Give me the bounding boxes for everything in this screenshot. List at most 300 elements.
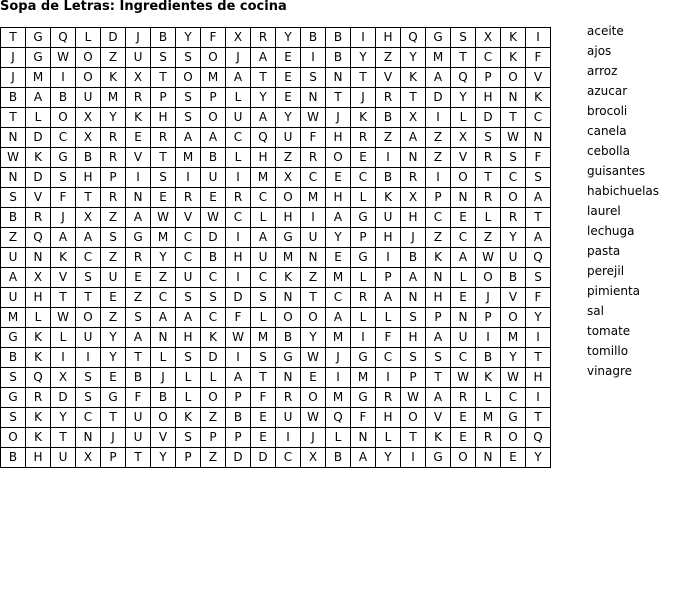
grid-cell[interactable]: G xyxy=(101,388,126,408)
grid-cell[interactable]: Y xyxy=(151,248,176,268)
grid-cell[interactable]: T xyxy=(401,428,426,448)
grid-cell[interactable]: L xyxy=(251,308,276,328)
grid-cell[interactable]: Q xyxy=(526,428,551,448)
grid-cell[interactable]: D xyxy=(226,288,251,308)
grid-cell[interactable]: E xyxy=(276,68,301,88)
grid-cell[interactable]: U xyxy=(226,108,251,128)
grid-cell[interactable]: E xyxy=(451,408,476,428)
grid-cell[interactable]: H xyxy=(76,168,101,188)
grid-cell[interactable]: W xyxy=(451,368,476,388)
grid-cell[interactable]: G xyxy=(351,248,376,268)
grid-cell[interactable]: S xyxy=(176,428,201,448)
grid-cell[interactable]: Z xyxy=(276,148,301,168)
grid-cell[interactable]: Y xyxy=(501,348,526,368)
grid-cell[interactable]: B xyxy=(1,448,26,468)
grid-cell[interactable]: E xyxy=(101,288,126,308)
grid-cell[interactable]: J xyxy=(351,88,376,108)
grid-cell[interactable]: I xyxy=(376,248,401,268)
grid-cell[interactable]: E xyxy=(351,148,376,168)
grid-cell[interactable]: Y xyxy=(351,48,376,68)
grid-cell[interactable]: R xyxy=(126,88,151,108)
grid-cell[interactable]: V xyxy=(526,68,551,88)
grid-cell[interactable]: H xyxy=(376,228,401,248)
grid-cell[interactable]: A xyxy=(526,228,551,248)
grid-cell[interactable]: Y xyxy=(176,28,201,48)
grid-cell[interactable]: S xyxy=(76,268,101,288)
grid-cell[interactable]: T xyxy=(426,368,451,388)
grid-cell[interactable]: K xyxy=(101,68,126,88)
grid-cell[interactable]: P xyxy=(101,168,126,188)
grid-cell[interactable]: X xyxy=(301,448,326,468)
grid-cell[interactable]: R xyxy=(151,128,176,148)
grid-cell[interactable]: K xyxy=(26,148,51,168)
grid-cell[interactable]: P xyxy=(176,448,201,468)
grid-cell[interactable]: P xyxy=(376,268,401,288)
grid-cell[interactable]: N xyxy=(401,148,426,168)
grid-cell[interactable]: G xyxy=(51,148,76,168)
grid-cell[interactable]: A xyxy=(401,128,426,148)
grid-cell[interactable]: Z xyxy=(126,288,151,308)
grid-cell[interactable]: I xyxy=(351,328,376,348)
grid-cell[interactable]: Y xyxy=(276,108,301,128)
grid-cell[interactable]: N xyxy=(451,308,476,328)
grid-cell[interactable]: E xyxy=(126,268,151,288)
grid-cell[interactable]: M xyxy=(26,68,51,88)
grid-cell[interactable]: J xyxy=(126,28,151,48)
grid-cell[interactable]: B xyxy=(326,448,351,468)
grid-cell[interactable]: Z xyxy=(426,228,451,248)
grid-cell[interactable]: B xyxy=(151,388,176,408)
grid-cell[interactable]: P xyxy=(226,428,251,448)
grid-cell[interactable]: H xyxy=(151,108,176,128)
grid-cell[interactable]: G xyxy=(276,348,301,368)
grid-cell[interactable]: F xyxy=(526,148,551,168)
grid-cell[interactable]: J xyxy=(326,108,351,128)
grid-cell[interactable]: L xyxy=(226,148,251,168)
grid-cell[interactable]: P xyxy=(351,228,376,248)
grid-cell[interactable]: T xyxy=(251,368,276,388)
grid-cell[interactable]: M xyxy=(176,148,201,168)
grid-cell[interactable]: U xyxy=(126,408,151,428)
grid-cell[interactable]: L xyxy=(201,368,226,388)
grid-cell[interactable]: R xyxy=(101,188,126,208)
grid-cell[interactable]: J xyxy=(226,48,251,68)
grid-cell[interactable]: E xyxy=(251,428,276,448)
grid-cell[interactable]: T xyxy=(501,108,526,128)
grid-cell[interactable]: M xyxy=(501,328,526,348)
grid-cell[interactable]: D xyxy=(101,28,126,48)
grid-cell[interactable]: E xyxy=(301,368,326,388)
grid-cell[interactable]: X xyxy=(76,448,101,468)
grid-cell[interactable]: J xyxy=(401,228,426,248)
grid-cell[interactable]: C xyxy=(476,48,501,68)
grid-cell[interactable]: O xyxy=(201,388,226,408)
grid-cell[interactable]: Z xyxy=(301,268,326,288)
grid-cell[interactable]: T xyxy=(51,428,76,448)
grid-cell[interactable]: K xyxy=(26,408,51,428)
grid-cell[interactable]: B xyxy=(226,408,251,428)
grid-cell[interactable]: S xyxy=(1,368,26,388)
grid-cell[interactable]: C xyxy=(176,228,201,248)
grid-cell[interactable]: R xyxy=(401,168,426,188)
grid-cell[interactable]: R xyxy=(476,428,501,448)
grid-cell[interactable]: G xyxy=(26,48,51,68)
grid-cell[interactable]: R xyxy=(301,148,326,168)
grid-cell[interactable]: T xyxy=(101,408,126,428)
grid-cell[interactable]: G xyxy=(351,348,376,368)
grid-cell[interactable]: H xyxy=(401,208,426,228)
grid-cell[interactable]: B xyxy=(126,368,151,388)
grid-cell[interactable]: V xyxy=(501,288,526,308)
grid-cell[interactable]: W xyxy=(476,248,501,268)
grid-cell[interactable]: T xyxy=(126,448,151,468)
grid-cell[interactable]: S xyxy=(301,68,326,88)
grid-cell[interactable]: I xyxy=(301,48,326,68)
grid-cell[interactable]: Y xyxy=(451,88,476,108)
grid-cell[interactable]: X xyxy=(51,368,76,388)
grid-cell[interactable]: A xyxy=(201,128,226,148)
grid-cell[interactable]: Z xyxy=(151,268,176,288)
grid-cell[interactable]: B xyxy=(51,88,76,108)
grid-cell[interactable]: C xyxy=(426,208,451,228)
grid-cell[interactable]: I xyxy=(401,448,426,468)
grid-cell[interactable]: O xyxy=(276,188,301,208)
grid-cell[interactable]: P xyxy=(476,308,501,328)
grid-cell[interactable]: H xyxy=(26,448,51,468)
grid-cell[interactable]: U xyxy=(251,248,276,268)
grid-cell[interactable]: A xyxy=(451,248,476,268)
grid-cell[interactable]: T xyxy=(526,348,551,368)
grid-cell[interactable]: H xyxy=(376,408,401,428)
grid-cell[interactable]: S xyxy=(451,28,476,48)
grid-cell[interactable]: B xyxy=(376,168,401,188)
grid-cell[interactable]: U xyxy=(1,248,26,268)
grid-cell[interactable]: O xyxy=(476,268,501,288)
grid-cell[interactable]: K xyxy=(176,408,201,428)
grid-cell[interactable]: X xyxy=(476,28,501,48)
grid-cell[interactable]: E xyxy=(451,208,476,228)
grid-cell[interactable]: X xyxy=(76,128,101,148)
grid-cell[interactable]: R xyxy=(476,148,501,168)
grid-cell[interactable]: C xyxy=(451,348,476,368)
grid-cell[interactable]: C xyxy=(226,208,251,228)
grid-cell[interactable]: Y xyxy=(51,408,76,428)
grid-cell[interactable]: R xyxy=(476,188,501,208)
grid-cell[interactable]: Y xyxy=(101,108,126,128)
grid-cell[interactable]: U xyxy=(501,248,526,268)
grid-cell[interactable]: M xyxy=(276,248,301,268)
grid-cell[interactable]: O xyxy=(76,308,101,328)
grid-cell[interactable]: S xyxy=(526,168,551,188)
grid-cell[interactable]: L xyxy=(51,328,76,348)
grid-cell[interactable]: W xyxy=(51,308,76,328)
grid-cell[interactable]: A xyxy=(526,188,551,208)
grid-cell[interactable]: I xyxy=(226,228,251,248)
grid-cell[interactable]: Y xyxy=(326,228,351,248)
grid-cell[interactable]: L xyxy=(376,428,401,448)
grid-cell[interactable]: Z xyxy=(201,408,226,428)
grid-cell[interactable]: I xyxy=(376,148,401,168)
grid-cell[interactable]: F xyxy=(251,388,276,408)
grid-cell[interactable]: C xyxy=(501,168,526,188)
grid-cell[interactable]: I xyxy=(476,328,501,348)
grid-cell[interactable]: C xyxy=(326,288,351,308)
grid-cell[interactable]: Y xyxy=(501,228,526,248)
grid-cell[interactable]: Q xyxy=(401,28,426,48)
grid-cell[interactable]: S xyxy=(251,348,276,368)
grid-cell[interactable]: L xyxy=(351,188,376,208)
grid-cell[interactable]: J xyxy=(51,208,76,228)
grid-cell[interactable]: X xyxy=(401,188,426,208)
grid-cell[interactable]: X xyxy=(226,28,251,48)
grid-cell[interactable]: B xyxy=(151,28,176,48)
grid-cell[interactable]: J xyxy=(476,288,501,308)
grid-cell[interactable]: U xyxy=(126,48,151,68)
grid-cell[interactable]: H xyxy=(226,248,251,268)
grid-cell[interactable]: F xyxy=(126,388,151,408)
grid-cell[interactable]: K xyxy=(201,328,226,348)
grid-cell[interactable]: Q xyxy=(451,68,476,88)
grid-cell[interactable]: W xyxy=(501,128,526,148)
grid-cell[interactable]: G xyxy=(126,228,151,248)
grid-cell[interactable]: H xyxy=(476,88,501,108)
grid-cell[interactable]: P xyxy=(151,88,176,108)
grid-cell[interactable]: W xyxy=(226,328,251,348)
grid-cell[interactable]: A xyxy=(151,308,176,328)
grid-cell[interactable]: Q xyxy=(326,408,351,428)
grid-cell[interactable]: T xyxy=(76,288,101,308)
grid-cell[interactable]: A xyxy=(126,328,151,348)
grid-cell[interactable]: H xyxy=(251,148,276,168)
grid-cell[interactable]: E xyxy=(451,428,476,448)
grid-cell[interactable]: C xyxy=(201,268,226,288)
grid-cell[interactable]: Q xyxy=(26,228,51,248)
grid-cell[interactable]: I xyxy=(426,168,451,188)
grid-cell[interactable]: L xyxy=(151,348,176,368)
grid-cell[interactable]: V xyxy=(376,68,401,88)
grid-cell[interactable]: K xyxy=(376,188,401,208)
grid-cell[interactable]: I xyxy=(526,388,551,408)
grid-cell[interactable]: S xyxy=(251,288,276,308)
grid-cell[interactable]: I xyxy=(176,168,201,188)
grid-cell[interactable]: M xyxy=(251,328,276,348)
grid-cell[interactable]: O xyxy=(326,148,351,168)
grid-cell[interactable]: C xyxy=(276,448,301,468)
grid-cell[interactable]: D xyxy=(201,228,226,248)
grid-cell[interactable]: U xyxy=(276,408,301,428)
grid-cell[interactable]: X xyxy=(126,68,151,88)
grid-cell[interactable]: X xyxy=(276,168,301,188)
grid-cell[interactable]: I xyxy=(51,348,76,368)
grid-cell[interactable]: I xyxy=(526,328,551,348)
grid-cell[interactable]: A xyxy=(251,108,276,128)
grid-cell[interactable]: M xyxy=(101,88,126,108)
grid-cell[interactable]: V xyxy=(26,188,51,208)
grid-cell[interactable]: E xyxy=(276,88,301,108)
grid-cell[interactable]: L xyxy=(476,208,501,228)
grid-cell[interactable]: C xyxy=(451,228,476,248)
grid-cell[interactable]: I xyxy=(76,348,101,368)
grid-cell[interactable]: U xyxy=(376,208,401,228)
grid-cell[interactable]: I xyxy=(351,28,376,48)
grid-cell[interactable]: D xyxy=(51,388,76,408)
grid-cell[interactable]: R xyxy=(101,148,126,168)
grid-cell[interactable]: B xyxy=(501,268,526,288)
grid-cell[interactable]: I xyxy=(126,168,151,188)
grid-cell[interactable]: Z xyxy=(1,228,26,248)
grid-cell[interactable]: D xyxy=(426,88,451,108)
grid-cell[interactable]: C xyxy=(351,168,376,188)
grid-cell[interactable]: H xyxy=(326,188,351,208)
grid-cell[interactable]: U xyxy=(201,168,226,188)
grid-cell[interactable]: V xyxy=(51,268,76,288)
grid-cell[interactable]: U xyxy=(176,268,201,288)
grid-cell[interactable]: F xyxy=(201,28,226,48)
grid-cell[interactable]: W xyxy=(151,208,176,228)
grid-cell[interactable]: N xyxy=(276,288,301,308)
grid-cell[interactable]: E xyxy=(151,188,176,208)
grid-cell[interactable]: U xyxy=(301,228,326,248)
grid-cell[interactable]: M xyxy=(426,48,451,68)
grid-cell[interactable]: C xyxy=(226,128,251,148)
grid-cell[interactable]: S xyxy=(1,408,26,428)
grid-cell[interactable]: C xyxy=(76,248,101,268)
grid-cell[interactable]: S xyxy=(526,268,551,288)
grid-cell[interactable]: M xyxy=(151,228,176,248)
grid-cell[interactable]: B xyxy=(301,28,326,48)
grid-cell[interactable]: L xyxy=(251,208,276,228)
grid-cell[interactable]: S xyxy=(176,88,201,108)
grid-cell[interactable]: T xyxy=(451,48,476,68)
grid-cell[interactable]: A xyxy=(326,308,351,328)
grid-cell[interactable]: B xyxy=(376,108,401,128)
grid-cell[interactable]: N xyxy=(451,188,476,208)
grid-cell[interactable]: T xyxy=(76,188,101,208)
grid-cell[interactable]: S xyxy=(176,108,201,128)
grid-cell[interactable]: E xyxy=(101,368,126,388)
grid-cell[interactable]: K xyxy=(501,48,526,68)
grid-cell[interactable]: A xyxy=(226,68,251,88)
grid-cell[interactable]: P xyxy=(426,188,451,208)
grid-cell[interactable]: O xyxy=(501,68,526,88)
grid-cell[interactable]: O xyxy=(1,428,26,448)
grid-cell[interactable]: O xyxy=(76,68,101,88)
grid-cell[interactable]: K xyxy=(476,368,501,388)
grid-cell[interactable]: E xyxy=(501,448,526,468)
grid-cell[interactable]: D xyxy=(476,108,501,128)
grid-cell[interactable]: B xyxy=(1,88,26,108)
grid-cell[interactable]: U xyxy=(126,428,151,448)
grid-cell[interactable]: T xyxy=(51,288,76,308)
grid-cell[interactable]: R xyxy=(351,128,376,148)
grid-cell[interactable]: K xyxy=(126,108,151,128)
grid-cell[interactable]: O xyxy=(401,408,426,428)
grid-cell[interactable]: T xyxy=(1,108,26,128)
grid-cell[interactable]: S xyxy=(151,48,176,68)
grid-cell[interactable]: G xyxy=(501,408,526,428)
grid-cell[interactable]: I xyxy=(51,68,76,88)
grid-cell[interactable]: C xyxy=(251,188,276,208)
grid-cell[interactable]: I xyxy=(376,368,401,388)
grid-cell[interactable]: M xyxy=(476,408,501,428)
grid-cell[interactable]: V xyxy=(151,428,176,448)
grid-cell[interactable]: S xyxy=(1,188,26,208)
grid-cell[interactable]: Z xyxy=(426,148,451,168)
grid-cell[interactable]: A xyxy=(1,268,26,288)
grid-cell[interactable]: G xyxy=(26,28,51,48)
grid-cell[interactable]: L xyxy=(176,368,201,388)
grid-cell[interactable]: S xyxy=(176,48,201,68)
grid-cell[interactable]: Z xyxy=(101,48,126,68)
grid-cell[interactable]: L xyxy=(376,308,401,328)
grid-cell[interactable]: R xyxy=(176,188,201,208)
grid-cell[interactable]: N xyxy=(426,268,451,288)
grid-cell[interactable]: V xyxy=(426,408,451,428)
grid-cell[interactable]: Y xyxy=(101,328,126,348)
grid-cell[interactable]: N xyxy=(1,128,26,148)
grid-cell[interactable]: Z xyxy=(426,128,451,148)
grid-cell[interactable]: S xyxy=(76,368,101,388)
grid-cell[interactable]: Z xyxy=(101,248,126,268)
grid-cell[interactable]: B xyxy=(326,48,351,68)
grid-cell[interactable]: M xyxy=(1,308,26,328)
grid-cell[interactable]: Z xyxy=(101,308,126,328)
grid-cell[interactable]: Y xyxy=(301,328,326,348)
grid-cell[interactable]: M xyxy=(326,328,351,348)
grid-cell[interactable]: T xyxy=(526,408,551,428)
grid-cell[interactable]: U xyxy=(101,268,126,288)
grid-cell[interactable]: S xyxy=(126,308,151,328)
grid-cell[interactable]: K xyxy=(401,68,426,88)
grid-cell[interactable]: S xyxy=(76,388,101,408)
grid-cell[interactable]: K xyxy=(426,248,451,268)
grid-cell[interactable]: H xyxy=(401,328,426,348)
grid-cell[interactable]: B xyxy=(1,348,26,368)
grid-cell[interactable]: B xyxy=(76,148,101,168)
grid-cell[interactable]: O xyxy=(151,408,176,428)
grid-cell[interactable]: Y xyxy=(251,88,276,108)
grid-cell[interactable]: Z xyxy=(376,128,401,148)
grid-cell[interactable]: T xyxy=(326,88,351,108)
grid-cell[interactable]: W xyxy=(501,368,526,388)
grid-cell[interactable]: N xyxy=(526,128,551,148)
grid-cell[interactable]: R xyxy=(376,88,401,108)
grid-cell[interactable]: C xyxy=(76,408,101,428)
grid-cell[interactable]: T xyxy=(251,68,276,88)
grid-cell[interactable]: O xyxy=(301,388,326,408)
grid-cell[interactable]: S xyxy=(426,348,451,368)
grid-cell[interactable]: G xyxy=(1,328,26,348)
grid-cell[interactable]: T xyxy=(151,148,176,168)
grid-cell[interactable]: I xyxy=(301,208,326,228)
grid-cell[interactable]: C xyxy=(151,288,176,308)
grid-cell[interactable]: C xyxy=(501,388,526,408)
grid-cell[interactable]: U xyxy=(451,328,476,348)
grid-cell[interactable]: A xyxy=(26,88,51,108)
grid-cell[interactable]: B xyxy=(326,28,351,48)
grid-cell[interactable]: N xyxy=(351,428,376,448)
grid-cell[interactable]: T xyxy=(151,68,176,88)
grid-cell[interactable]: N xyxy=(26,248,51,268)
grid-cell[interactable]: Z xyxy=(476,228,501,248)
grid-cell[interactable]: W xyxy=(201,208,226,228)
grid-cell[interactable]: B xyxy=(401,248,426,268)
grid-cell[interactable]: E xyxy=(276,48,301,68)
grid-cell[interactable]: A xyxy=(176,128,201,148)
grid-cell[interactable]: L xyxy=(26,308,51,328)
grid-cell[interactable]: K xyxy=(351,108,376,128)
grid-cell[interactable]: A xyxy=(76,228,101,248)
